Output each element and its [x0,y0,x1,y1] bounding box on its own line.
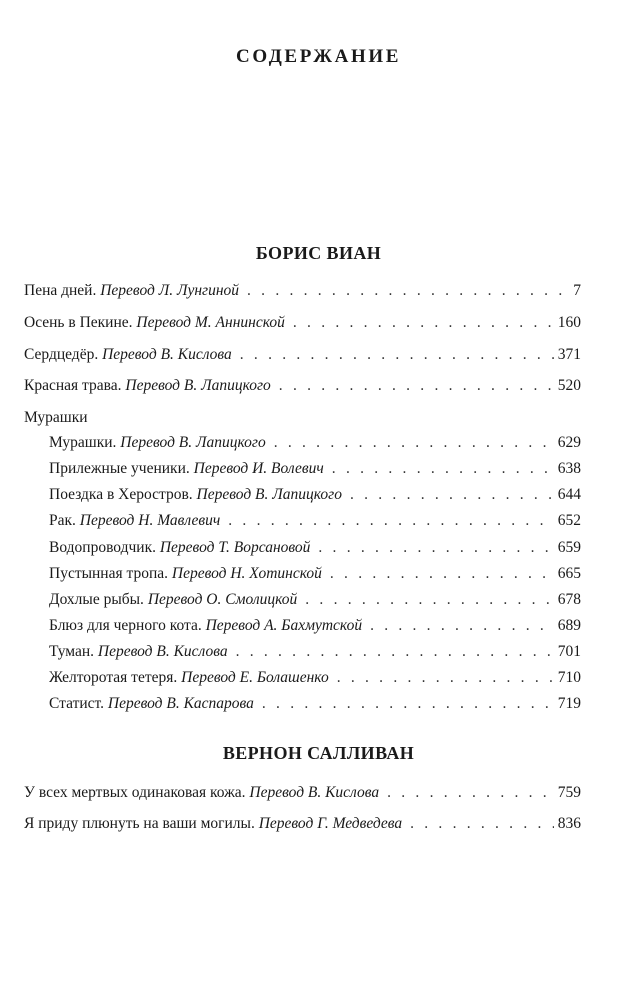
entry-page: 371 [557,346,581,363]
entry-page: 652 [557,512,581,529]
leader-dots [247,282,569,300]
entry-translator: Перевод В. Лапицкого [125,377,271,394]
leader-dots [410,815,554,833]
entry-translator: Перевод Н. Мавлевич [79,512,221,529]
toc-entry[interactable] [24,815,581,833]
entry-page: 520 [557,377,581,394]
entry-title: Рак. [49,512,76,529]
leader-dots [228,512,553,530]
leader-dots [330,565,554,583]
toc-entry[interactable] [49,643,581,661]
toc-entry[interactable] [49,591,581,609]
leader-dots [305,591,553,609]
entry-title: Поездка в Херостров. [49,486,193,503]
toc-entry[interactable] [49,565,581,583]
entry-translator: Перевод Г. Медведева [258,815,403,832]
entry-translator: Перевод В. Каспарова [107,695,254,712]
entry-page: 665 [557,565,581,582]
entry-title: Дохлые рыбы. [49,591,144,608]
entry-translator: Перевод И. Волевич [193,460,324,477]
entry-title: Желторотая тетеря. [49,669,178,686]
toc-entry[interactable] [24,784,581,802]
toc-entry[interactable] [24,346,581,364]
entry-page: 644 [557,486,581,503]
entry-translator: Перевод Т. Ворсановой [159,539,311,556]
leader-dots [279,377,554,395]
entry-translator: Перевод А. Бахмутской [205,617,363,634]
entry-translator: Перевод О. Смолицкой [147,591,298,608]
page-title: СОДЕРЖАНИЕ [236,46,401,67]
toc-entry[interactable] [24,314,581,332]
entry-title: Сердцедёр. [24,346,99,363]
entry-title: Мурашки. [49,434,117,451]
leader-dots [240,346,554,364]
entry-page: 160 [557,314,581,331]
entry-title: Пена дней. [24,282,97,299]
entry-page: 836 [557,815,581,832]
leader-dots [350,486,554,504]
entry-page: 710 [557,669,581,686]
entry-page: 759 [557,784,581,801]
leader-dots [262,695,554,713]
entry-page: 659 [557,539,581,556]
entry-translator: Перевод В. Кислова [102,346,232,363]
toc-entry[interactable] [49,695,581,713]
toc-entry[interactable] [49,512,581,530]
entry-translator: Перевод М. Аннинской [136,314,285,331]
entry-translator: Перевод В. Лапицкого [120,434,266,451]
entry-page: 678 [557,591,581,608]
entry-title: Туман. [49,643,94,660]
toc-entry[interactable] [24,377,581,395]
leader-dots [332,460,554,478]
entry-page: 689 [557,617,581,634]
toc-entry[interactable] [49,669,581,687]
leader-dots [236,643,554,661]
entry-translator: Перевод Н. Хотинской [171,565,322,582]
entry-title: Красная трава. [24,377,122,394]
entry-title: У всех мертвых одинаковая кожа. [24,784,246,801]
entry-title: Блюз для черного кота. [49,617,202,634]
entry-translator: Перевод В. Лапицкого [196,486,342,503]
entry-title: Осень в Пекине. [24,314,133,331]
entry-title: Водопроводчик. [49,539,156,556]
section-heading-vian: БОРИС ВИАН [255,243,382,263]
entry-page: 7 [573,282,581,299]
leader-dots [293,314,554,332]
entry-title: Прилежные ученики. [49,460,190,477]
entry-translator: Перевод Е. Болашенко [181,669,329,686]
entry-title: Я приду плюнуть на ваши могилы. [24,815,255,832]
entry-page: 719 [557,695,581,712]
entry-page: 638 [557,460,581,477]
leader-dots [274,434,554,452]
group-label: Мурашки [24,409,88,426]
leader-dots [387,784,554,802]
section-heading-sullivan: ВЕРНОН САЛЛИВАН [222,743,415,763]
leader-dots [318,539,553,557]
entry-translator: Перевод Л. Лунгиной [100,282,240,299]
leader-dots [370,617,554,635]
entry-translator: Перевод В. Кислова [249,784,380,801]
toc-entry[interactable] [49,617,581,635]
toc-entry[interactable] [49,539,581,557]
entry-title: Статист. [49,695,105,712]
entry-title: Пустынная тропа. [49,565,168,582]
toc-entry[interactable] [49,486,581,504]
toc-entry[interactable] [24,282,581,300]
toc-entry[interactable] [49,460,581,478]
entry-page: 701 [557,643,581,660]
leader-dots [337,669,554,687]
entry-translator: Перевод В. Кислова [97,643,228,660]
entry-page: 629 [557,434,581,451]
toc-entry[interactable] [49,434,581,452]
